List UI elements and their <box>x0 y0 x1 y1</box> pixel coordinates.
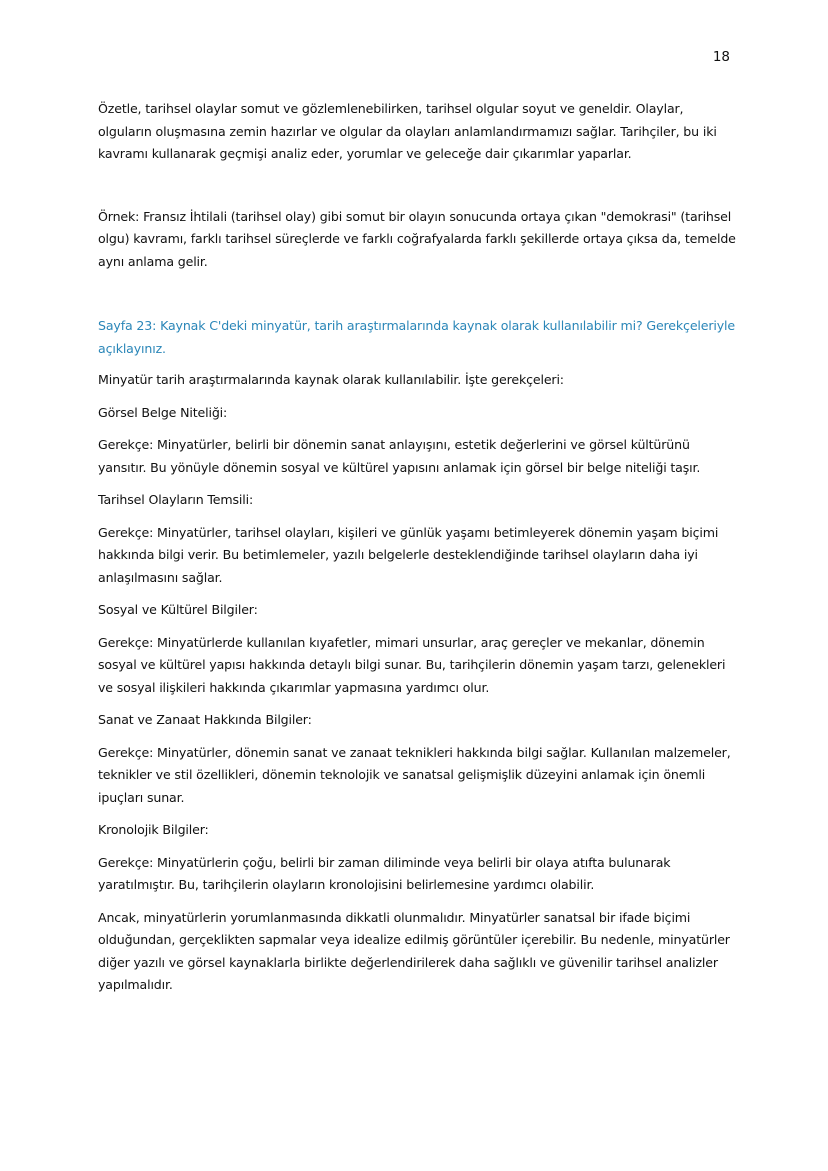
reason-text-visual-document: Gerekçe: Minyatürler, belirli bir dönemin sanat anlayışını, estetik değerlerini ve görsel kültürünü yansıtır. Bu yönüyle dönemin sosyal ve kültürel yapısını anlamak için görsel bir belge niteliği taşır. <box>98 437 701 475</box>
page-number: 18 <box>712 49 730 65</box>
reason-heading-visual-document: Görsel Belge Niteliği: <box>98 404 228 420</box>
conclusion-paragraph: Ancak, minyatürlerin yorumlanmasında dikkatli olunmalıdır. Minyatürler sanatsal bir ifade biçimi olduğundan, gerçeklikten sapmalar veya idealize edilmiş görüntüler içerebilir. Bu nedenle, minyatürler diğer yazılı ve görsel kaynaklarla birlikte değerlendirilerek daha sağlıklı ve güvenilir tarihsel analizler yapılmalıdır. <box>98 909 730 992</box>
reason-heading-social-cultural: Sosyal ve Kültürel Bilgiler: <box>98 602 258 617</box>
answer-intro: Minyatür tarih araştırmalarında kaynak olarak kullanılabilir. İşte gerekçeleri: <box>98 372 564 387</box>
reason-text-social-cultural: Gerekçe: Minyatürlerde kullanılan kıyafetler, mimari unsurlar, araç gereçler ve mekanlar, dönemin sosyal ve kültürel yapısı hakkında detaylı bilgi sunar. Bu, tarihçilerin dönemin yaşam tarzı, gelenekleri ve sosyal ilişkileri hakkında çıkarımlar yapmasına yardımcı olur. <box>98 634 726 695</box>
question-heading: Sayfa 23: Kaynak C'deki minyatür, tarih araştırmalarında kaynak olarak kullanılabilir mi? Gerekçeleriyle açıklayınız. <box>98 318 735 356</box>
reason-text-art-craft: Gerekçe: Minyatürler, dönemin sanat ve zanaat teknikleri hakkında bilgi sağlar. Kullanılan malzemeler, teknikler ve stil özellikleri, dönemin teknolojik ve sanatsal gelişmişlik düzeyini anlamak için önemli ipuçları sunar. <box>98 744 731 805</box>
reason-heading-historical-events: Tarihsel Olayların Temsili: <box>98 492 254 507</box>
reason-heading-art-craft: Sanat ve Zanaat Hakkında Bilgiler: <box>98 712 312 727</box>
page-content <box>98 98 738 997</box>
reason-text-historical-events: Gerekçe: Minyatürler, tarihsel olayları, kişileri ve günlük yaşamı betimleyerek dönemin yaşam biçimi hakkında bilgi verir. Bu betimlemeler, yazılı belgelerle desteklendiğinde tarihsel olayların daha iyi anlaşılmasını sağlar. <box>98 524 719 585</box>
reason-heading-chronology: Kronolojik Bilgiler: <box>98 822 209 837</box>
reason-text-chronology: Gerekçe: Minyatürlerin çoğu, belirli bir zaman diliminde veya belirli bir olaya atıfta bulunarak yaratılmıştır. Bu, tarihçilerin olayların kronolojisini belirlemesine yardımcı olabilir. <box>98 854 671 892</box>
summary-paragraph: Özetle, tarihsel olaylar somut ve gözlemlenebilirken, tarihsel olgular soyut ve geneldir. Olaylar, olguların oluşmasına zemin hazırlar ve olgular da olayları anlamlandırmamızı sağlar. Tarihçiler, bu iki kavramı kullanarak geçmişi analiz eder, yorumlar ve geleceğe dair çıkarımlar yaparlar. <box>98 101 717 161</box>
example-paragraph: Örnek: Fransız İhtilali (tarihsel olay) gibi somut bir olayın sonucunda ortaya çıkan "demokrasi" (tarihsel olgu) kavramı, farklı tarihsel süreçlerde ve farklı coğrafyalarda farklı şekillerde ortaya çıksa da, temelde aynı anlama gelir. <box>98 208 736 269</box>
